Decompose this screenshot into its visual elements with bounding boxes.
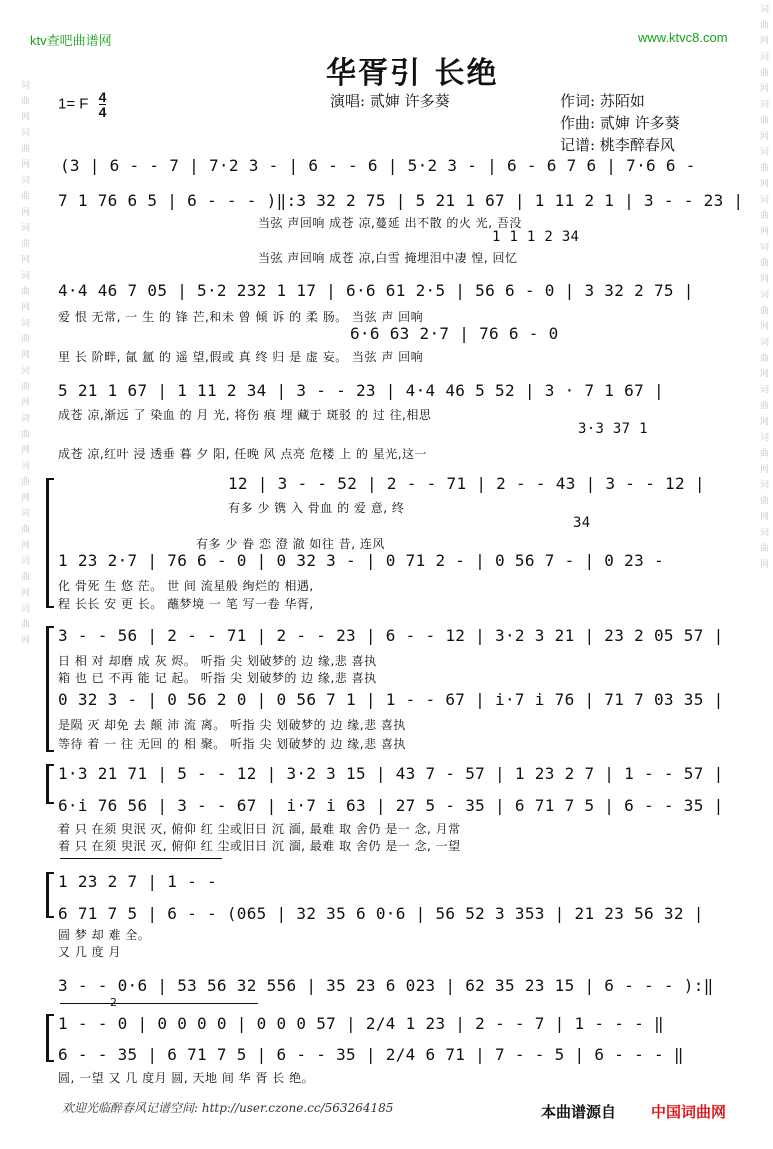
watermark-right: 词 曲 网 词 曲 网 词 曲 网 词 曲 网 词 曲 网 词 曲 网 词 曲 网 词 曲 网 词 曲 网 词 曲 网 词 曲 网 词 曲 网 [758,4,768,571]
score-line-8: 1·3 21 71 | 5 - - 12 | 3·2 3 15 | 43 7 - 57 | 1 23 2 7 | 1 - - 57 | [58,764,724,783]
key-label: 1= F [58,95,89,113]
transcriber-credit: 记谱: 桃李醉春风 [560,136,675,154]
system-brace-1 [46,478,49,608]
footer-source-site[interactable]: 中国词曲网 [651,1103,727,1121]
score-line-11: 1 - - 0 | 0 0 0 0 | 0 0 0 57 | 2/4 1 23 | 2 - - 7 | 1 - - - ‖ [58,1014,664,1033]
footer-source-label: 本曲谱源自 [541,1103,617,1121]
system-brace-3 [46,764,49,804]
score-line-5: 12 | 3 - - 52 | 2 - - 71 | 2 - - 43 | 3 - - 12 | [228,474,705,493]
watermark-left: 词 曲 网 词 曲 网 词 曲 网 词 曲 网 词 曲 网 词 曲 网 词 曲 网 词 曲 网 词 曲 网 词 曲 网 词 曲 网 词 曲 网 [19,80,29,647]
site-name-right[interactable]: www.ktvc8.com [638,30,728,45]
system-brace-5 [46,1014,49,1062]
volta-2-bracket [60,1003,258,1004]
lyric-line-5a: 有多 少 镌 入 骨血 的 爱 意, 终 [228,501,405,515]
lyric-line-9b: 又 几 度 月 [58,945,121,959]
key-signature [58,90,106,119]
score-line-3-variant: 6·6 63 2·7 | 76 6 - 0 [350,324,559,343]
score-line-10: 3 - - 0·6 | 53 56 32 556 | 35 23 6 023 | 62 35 23 15 | 6 - - - ):‖ [58,976,714,995]
score-line-11-lower: 6 - - 35 | 6 71 7 5 | 6 - - 35 | 2/4 6 71 | 7 - - 5 | 6 - - - ‖ [58,1045,684,1064]
song-title: 华胥引 长绝 [326,56,499,91]
lyric-line-8b: 着 只 在须 臾泯 灭, 俯仰 红 尘或旧日 沉 湎, 最难 取 舍仍 是一 念, 一望 [58,839,461,853]
lyric-line-5b: 有多 少 眷 恋 澄 澈 如往 昔, 连风 [196,537,385,551]
system-brace-4 [46,872,49,918]
site-name-left[interactable]: ktv查吧曲谱网 [30,33,112,48]
lyric-line-7c: 是陨 灭 却免 去 颠 沛 流 离。 听指 尖 划破梦的 边 缘,悲 喜执 [58,718,406,732]
score-line-9-lower: 6 71 7 5 | 6 - - (065 | 32 35 6 0·6 | 56 52 3 353 | 21 23 56 32 | [58,904,704,923]
score-line-6: 1 23 2·7 | 76 6 - 0 | 0 32 3 - | 0 71 2 - | 0 56 7 - | 0 23 - [58,551,664,570]
score-line-9: 1 23 2 7 | 1 - - [58,872,217,891]
score-line-8-lower: 6·i 76 56 | 3 - - 67 | i·7 i 63 | 27 5 - 35 | 6 71 7 5 | 6 - - 35 | [58,796,724,815]
score-line-5-variant: 34 [573,515,591,531]
lyric-line-7d: 等待 着 一 往 无回 的 相 聚。 听指 尖 划破梦的 边 缘,悲 喜执 [58,737,406,751]
footer-invite[interactable]: 欢迎光临醉春风记谱空间: http://user.czone.cc/563264185 [62,1101,394,1115]
composer-credit: 作曲: 贰婶 许多葵 [560,114,680,132]
lyric-line-9a: 圆 梦 却 难 全。 [58,928,151,942]
lyric-line-4a: 成苍 凉,渐远 了 染血 的 月 光, 将伤 痕 埋 藏于 斑驳 的 过 往,相思 [58,408,432,422]
lyricist-credit: 作词: 苏陌如 [560,92,645,110]
lyric-line-6a: 化 骨死 生 悠 茫。 世 间 流星般 绚烂的 相遇, [58,579,314,593]
volta-1-bracket [60,858,222,859]
score-line-2-variant: 1 1 1 2 34 [492,229,580,245]
score-line-4: 5 21 1 67 | 1 11 2 34 | 3 - - 23 | 4·4 46 5 52 | 3 · 7 1 67 | [58,381,664,400]
time-signature [99,90,107,119]
score-line-7-lower: 0 32 3 - | 0 56 2 0 | 0 56 7 1 | 1 - - 67 | i·7 i 76 | 71 7 03 35 | [58,690,724,709]
volta-2-label: 2 [110,996,118,1009]
score-line-2: 7 1 76 6 5 | 6 - - - )‖:3 32 2 75 | 5 21 1 67 | 1 11 2 1 | 3 - - 23 | [58,191,744,210]
score-line-1: (3 | 6 - - 7 | 7·2 3 - | 6 - - 6 | 5·2 3 - | 6 - 6 7 6 | 7·6 6 - [60,156,696,175]
lyric-line-6b: 程 长长 安 更 长。 蘸梦境 一 笔 写一卷 华胥, [58,597,314,611]
system-brace-2 [46,626,49,752]
lyric-line-11: 圆, 一望 又 几 度月 圆, 天地 间 华 胥 长 绝。 [58,1071,315,1085]
lyric-line-3a: 爱 恨 无常, 一 生 的 锋 芒,和未 曾 倾 诉 的 柔 肠。 当弦 声 回响 [58,310,424,324]
lyric-line-4b: 成苍 凉,红叶 浸 透垂 暮 夕 阳, 任晚 风 点亮 危楼 上 的 星光,这一 [58,447,428,461]
lyric-line-7a: 日 相 对 却磨 成 灰 烬。 听指 尖 划破梦的 边 缘,悲 喜执 [58,654,377,668]
lyric-line-2a: 当弦 声回响 成苍 凉,蔓延 出不散 的火 光, 吾没 [258,216,522,230]
singer-credit: 演唱: 贰婶 许多葵 [330,92,450,110]
lyric-line-7b: 箱 也 已 不再 能 记 起。 听指 尖 划破梦的 边 缘,悲 喜执 [58,671,377,685]
score-line-7: 3 - - 56 | 2 - - 71 | 2 - - 23 | 6 - - 12 | 3·2 3 21 | 23 2 05 57 | [58,626,724,645]
lyric-line-3b: 里 长 阶畔, 氤 氲 的 遥 望,假或 真 终 归 是 虚 妄。 当弦 声 回响 [58,350,424,364]
score-line-4-variant: 3·3 37 1 [578,421,648,437]
score-line-3: 4·4 46 7 05 | 5·2 232 1 17 | 6·6 61 2·5 | 56 6 - 0 | 3 32 2 75 | [58,281,694,300]
time-denominator: 4 [98,104,107,120]
lyric-line-2b: 当弦 声回响 成苍 凉,白雪 掩埋泪中凄 惶, 回忆 [258,251,518,265]
lyric-line-8a: 着 只 在须 臾泯 灭, 俯仰 红 尘或旧日 沉 湎, 最难 取 舍仍 是一 念, 月常 [58,822,461,836]
time-numerator: 4 [98,89,107,105]
